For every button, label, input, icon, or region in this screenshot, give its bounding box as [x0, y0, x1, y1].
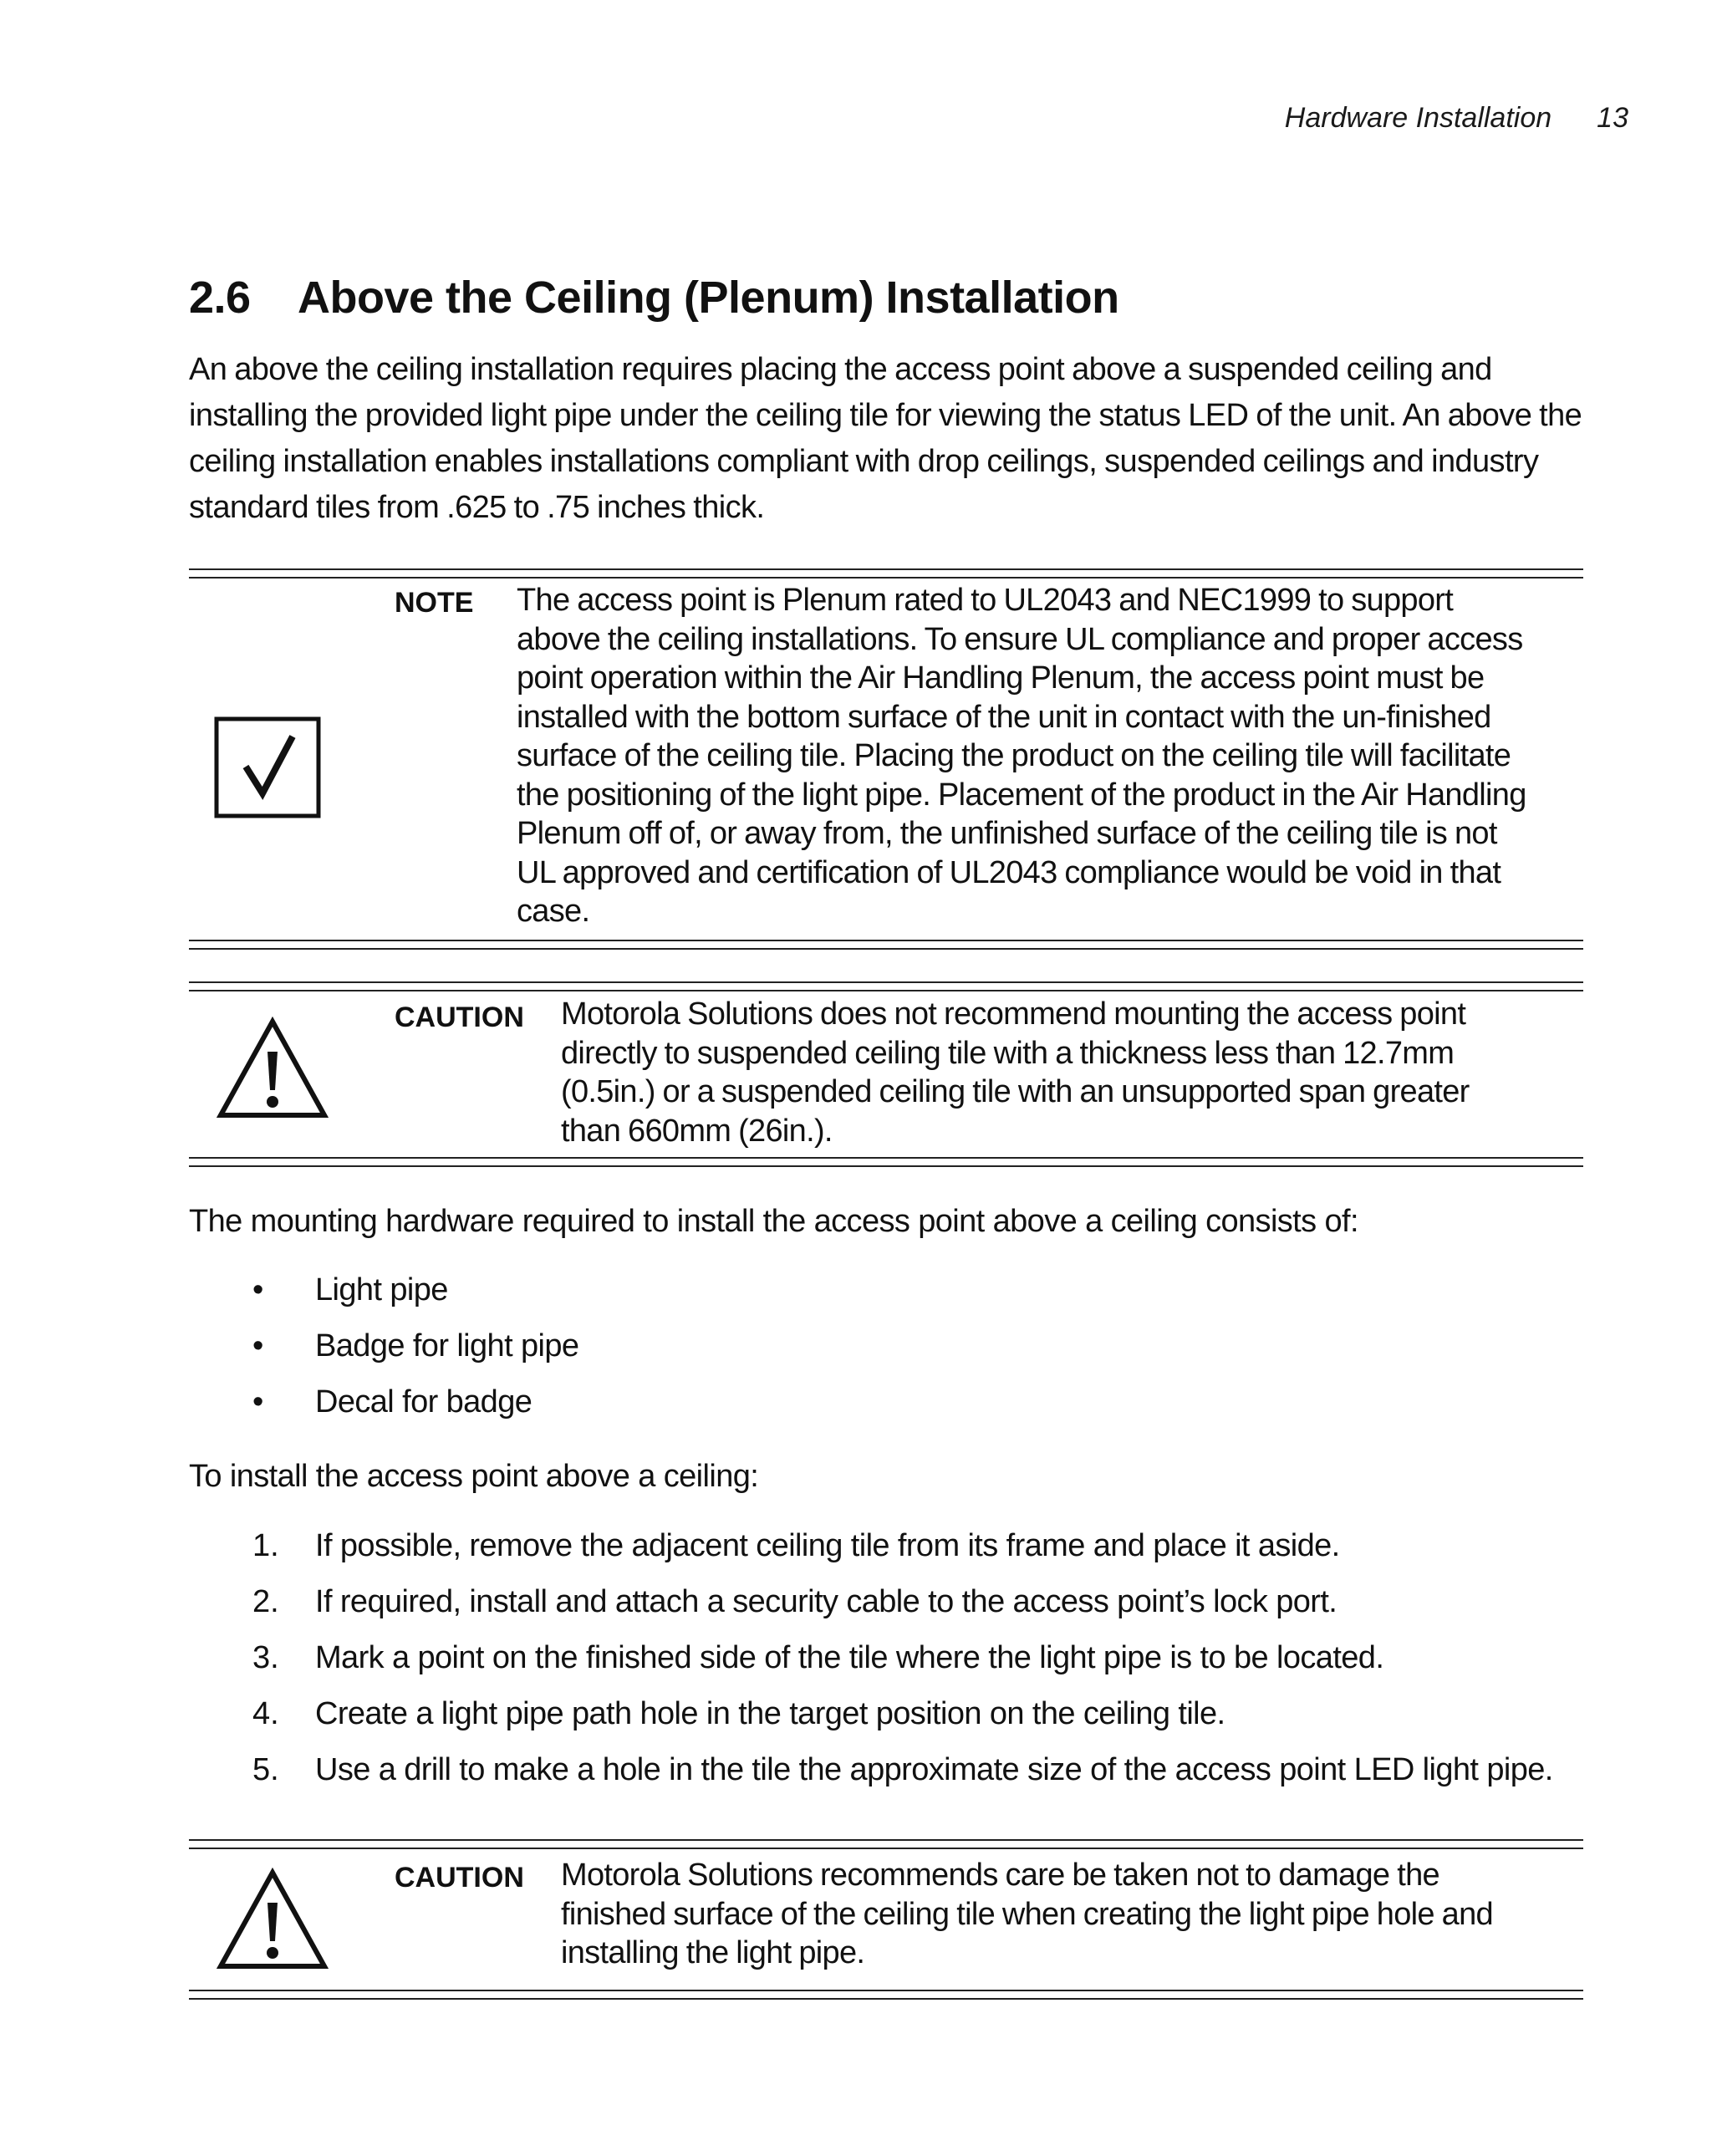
step-text: Mark a point on the finished side of the tile where the light pipe is to be located. [315, 1640, 1384, 1675]
caution1-bottom-rule-inner [189, 1157, 1583, 1159]
caution1-bottom-rule [189, 1165, 1583, 1167]
caution2-bottom-rule [189, 1998, 1583, 2000]
caution1-top-rule [189, 981, 1583, 983]
list-item: Light pipe [315, 1272, 448, 1307]
section-heading [189, 272, 1119, 324]
hardware-intro: The mounting hardware required to install the access point above a ceiling consists of: [189, 1204, 1358, 1239]
step-number: 3. [252, 1640, 279, 1675]
header-section-name: Hardware Installation [1284, 102, 1552, 134]
caution1-text: Motorola Solutions does not recommend mounting the access point directly to suspended ceiling tile with a thickness less than 12.7mm (0.5in.) or a suspended ceiling tile with an unsupported span greater than 660mm (26in.). [561, 996, 1470, 1149]
section-number: 2.6 [189, 273, 251, 323]
step-number: 4. [252, 1696, 279, 1731]
caution2-top-rule-inner [189, 1848, 1583, 1849]
caution2-label: CAUTION [395, 1862, 524, 1894]
bullet-glyph: • [252, 1384, 264, 1419]
step-text: If possible, remove the adjacent ceiling tile from its frame and place it aside. [315, 1528, 1340, 1563]
step-number: 5. [252, 1752, 279, 1787]
step-number: 1. [252, 1528, 279, 1563]
checkmark-box-icon [214, 716, 321, 823]
caution1-top-rule-inner [189, 990, 1583, 991]
step-text: Create a light pipe path hole in the target position on the ceiling tile. [315, 1696, 1225, 1731]
intro-paragraph: An above the ceiling installation requires placing the access point above a suspended ceiling and installing the provided light pipe under the ceiling tile for viewing the status LED of the unit. An above the ceiling installation enables installations compliant with drop ceilings, suspended ceilings and industry standard tiles from .625 to .75 inches thick. [189, 352, 1582, 525]
caution2-top-rule [189, 1839, 1583, 1841]
step-text: Use a drill to make a hole in the tile the approximate size of the access point LED light pipe. [315, 1752, 1553, 1787]
page-number: 13 [1597, 102, 1628, 134]
list-item: Decal for badge [315, 1384, 532, 1419]
bullet-glyph: • [252, 1328, 264, 1363]
note-text: The access point is Plenum rated to UL2043 and NEC1999 to support above the ceiling installations. To ensure UL compliance and proper access point operation within the Air Handling Plenum, the access point must be installed with the bottom surface of the unit in contact with the un-finished surface of the ceiling tile. Placing the product on the ceiling tile will facilitate the positioning of the light pipe. Placement of the product in the Air Handling Plenum off of, or away from, the unfinished surface of the ceiling tile is not UL approved and certification of UL2043 compliance would be void in that case. [517, 583, 1526, 929]
step-number: 2. [252, 1584, 279, 1619]
note-top-rule [189, 568, 1583, 570]
list-item: Badge for light pipe [315, 1328, 579, 1363]
bullet-glyph: • [252, 1272, 264, 1307]
steps-intro: To install the access point above a ceiling: [189, 1459, 759, 1494]
caution1-label: CAUTION [395, 1002, 524, 1033]
warning-triangle-icon [216, 1017, 329, 1124]
warning-triangle-icon [216, 1868, 329, 1975]
note-bottom-rule-inner [189, 940, 1583, 941]
note-label: NOTE [395, 587, 474, 619]
running-header [1285, 102, 1628, 135]
note-top-rule-inner [189, 577, 1583, 579]
caution2-text: Motorola Solutions recommends care be taken not to damage the finished surface of the ceiling tile when creating the light pipe hole and installing the light pipe. [561, 1858, 1493, 1970]
section-title: Above the Ceiling (Plenum) Installation [298, 273, 1119, 323]
step-text: If required, install and attach a security cable to the access point’s lock port. [315, 1584, 1338, 1619]
caution2-bottom-rule-inner [189, 1990, 1583, 1991]
note-bottom-rule [189, 948, 1583, 950]
